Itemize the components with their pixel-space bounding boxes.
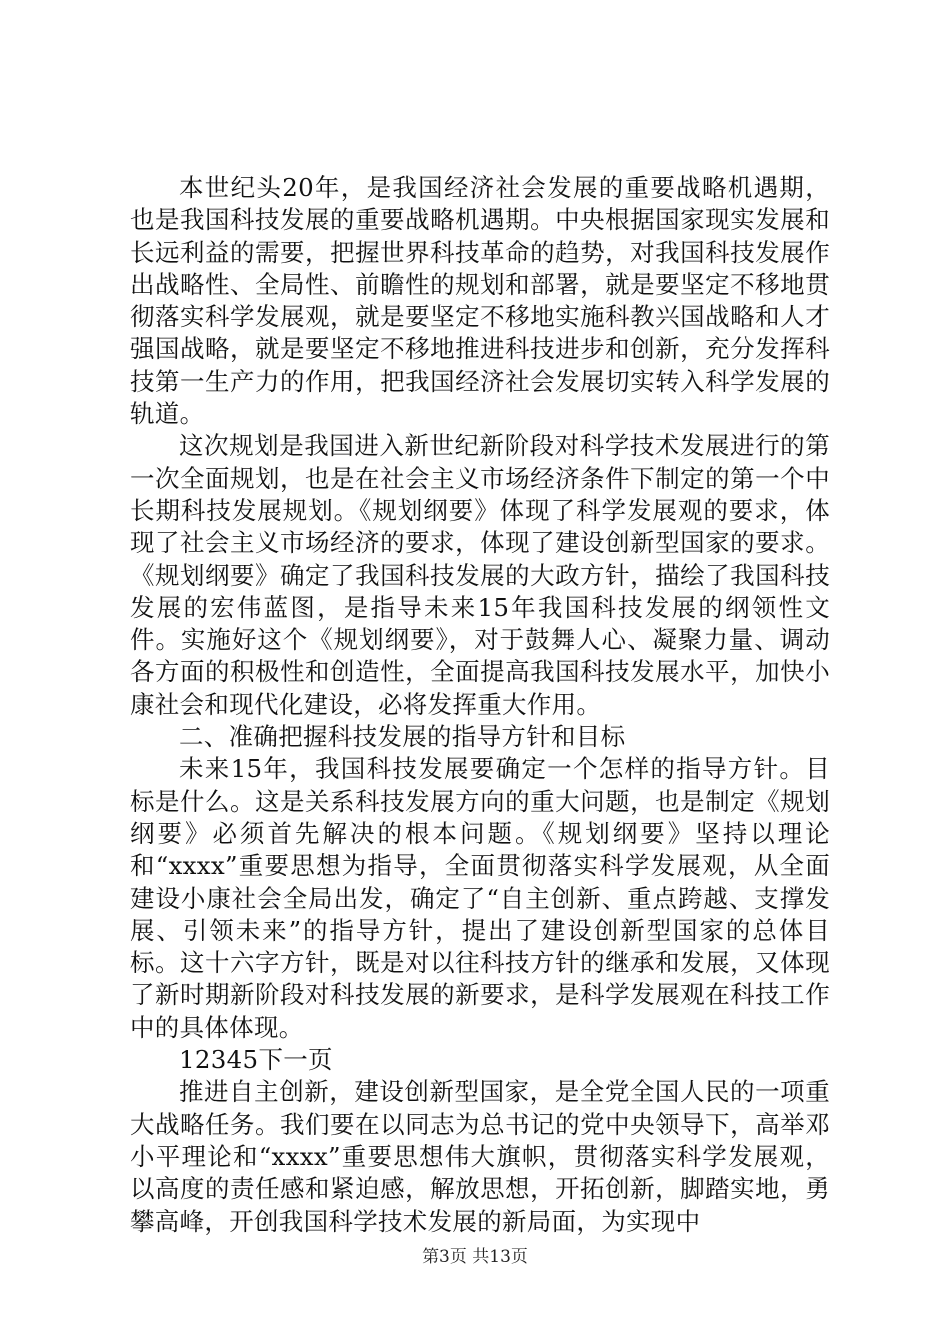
document-body bbox=[130, 172, 830, 1238]
paragraph-guiding-principles: 未来15年，我国科技发展要确定一个怎样的指导方针。目标是什么。这是关系科技发展方向的重大问题，也是制定《规划纲要》必须首先解决的根本问题。《规划纲要》坚持以理论和“xxxx”重要思想为指导，全面贯彻落实科学发展观，从全面建设小康社会全局出发，确定了“自主创新、重点跨越、支撑发展、引领未来”的指导方针，提出了建设创新型国家的总体目标。这十六字方针，既是对以往科技方针的继承和发展，又体现了新时期新阶段对科技发展的新要求，是科学发展观在科技工作中的具体体现。 bbox=[130, 754, 830, 1042]
pagination-link[interactable]: 12345下一页 bbox=[179, 1045, 333, 1075]
page-number-footer: 第3页 共13页 bbox=[422, 1247, 528, 1267]
paragraph-strategic-opportunity: 本世纪头20年，是我国经济社会发展的重要战略机遇期，也是我国科技发展的重要战略机遇期。中央根据国家现实发展和长远利益的需要，把握世界科技革命的趋势，对我国科技发展作出战略性、全局性、前瞻性的规划和部署，就是要坚定不移地贯彻落实科学发展观，就是要坚定不移地实施科教兴国战略和人才强国战略，就是要坚定不移地推进科技进步和创新，充分发挥科技第一生产力的作用，把我国经济社会发展切实转入科学发展的轨道。 bbox=[130, 173, 830, 429]
paragraph-innovation-task: 推进自主创新，建设创新型国家，是全党全国人民的一项重大战略任务。我们要在以同志为总书记的党中央领导下，高举邓小平理论和“xxxx”重要思想伟大旗帜，贯彻落实科学发展观，以高度的责任感和紧迫感，解放思想，开拓创新，脚踏实地，勇攀高峰，开创我国科学技术发展的新局面，为实现中 bbox=[130, 1077, 830, 1236]
section-heading-guiding-principles: 二、准确把握科技发展的指导方针和目标 bbox=[179, 722, 626, 752]
paragraph-planning-significance: 这次规划是我国进入新世纪新阶段对科学技术发展进行的第一次全面规划，也是在社会主义市场经济条件下制定的第一个中长期科技发展规划。《规划纲要》体现了科学发展观的要求，体现了社会主义市场经济的要求，体现了建设创新型国家的要求。《规划纲要》确定了我国科技发展的大政方针，描绘了我国科技发展的宏伟蓝图，是指导未来15年我国科技发展的纲领性文件。实施好这个《规划纲要》，对于鼓舞人心、凝聚力量、调动各方面的积极性和创造性，全面提高我国科技发展水平，加快小康社会和现代化建设，必将发挥重大作用。 bbox=[130, 431, 830, 719]
